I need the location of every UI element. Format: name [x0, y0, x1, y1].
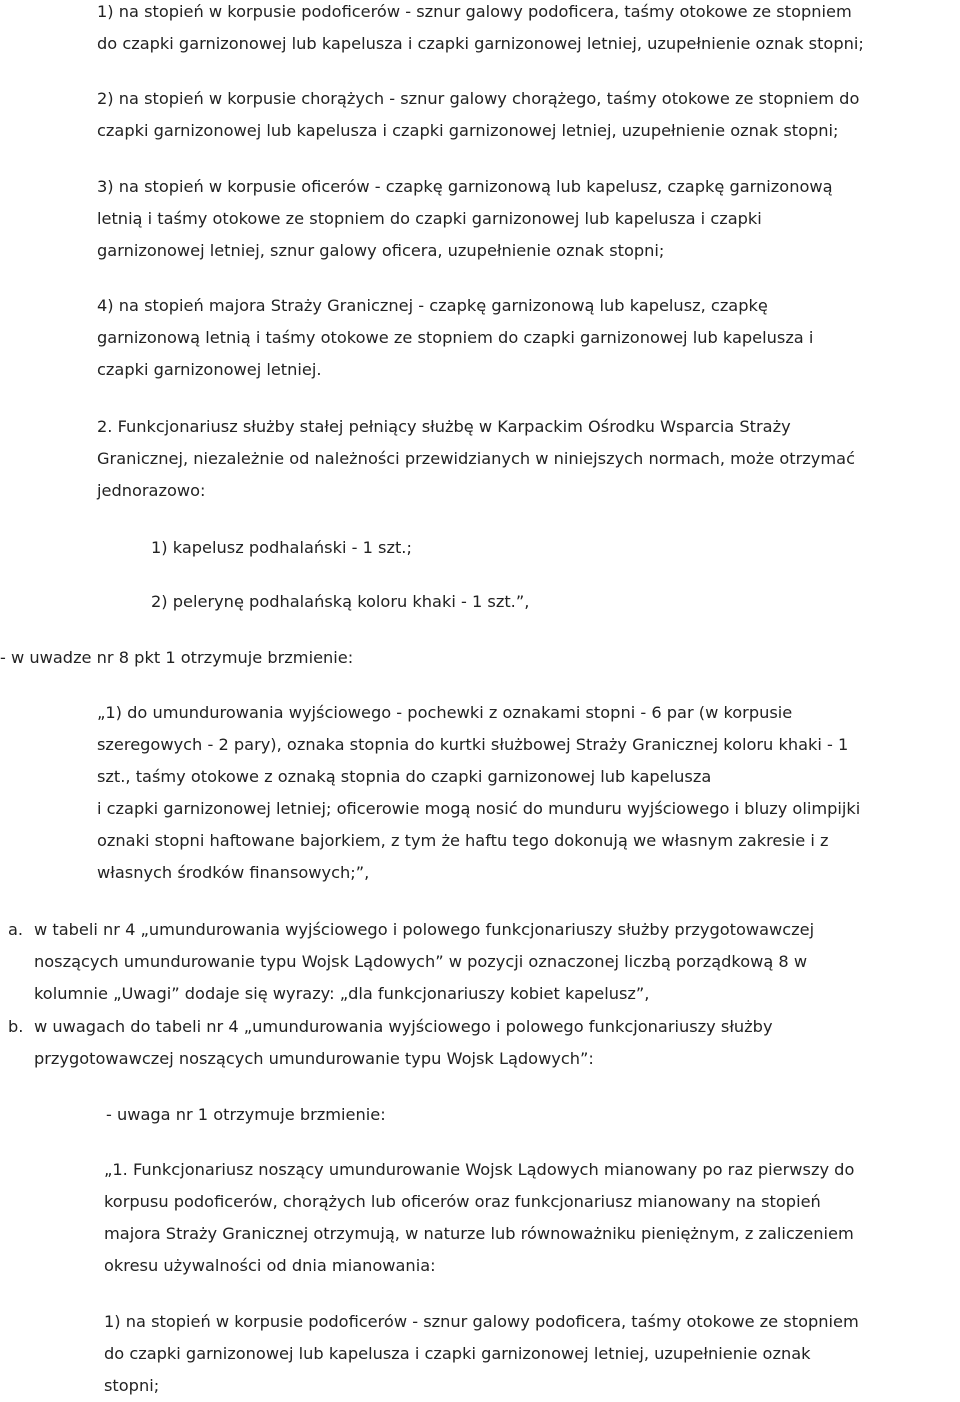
paragraph-p3: [97, 171, 833, 267]
text-line: „1) do umundurowania wyjściowego - pochewki z oznakami stopni - 6 par (w korpusie: [97, 703, 793, 722]
paragraph-p10: [34, 914, 814, 1010]
text-line: - uwaga nr 1 otrzymuje brzmienie:: [106, 1105, 386, 1124]
list-marker: b.: [8, 1017, 24, 1036]
text-line: 1) na stopień w korpusie podoficerów - sznur galowy podoficera, taśmy otokowe ze stopniem: [97, 2, 852, 21]
text-line: i czapki garnizonowej letniej; oficerowie mogą nosić do munduru wyjściowego i bluzy olimpijki: [97, 799, 861, 818]
text-line: do czapki garnizonowej lub kapelusza i czapki garnizonowej letniej, uzupełnienie oznak stopni;: [97, 34, 864, 53]
text-line: majora Straży Granicznej otrzymują, w naturze lub równoważniku pieniężnym, z zaliczeniem: [104, 1224, 854, 1243]
text-line: oznaki stopni haftowane bajorkiem, z tym że haftu tego dokonują we własnym zakresie i z: [97, 831, 829, 850]
paragraph-p4: [97, 290, 813, 386]
text-line: 3) na stopień w korpusie oficerów - czapkę garnizonową lub kapelusz, czapkę garnizonową: [97, 177, 833, 196]
text-line: 2) pelerynę podhalańską koloru khaki - 1 szt.”,: [151, 592, 530, 611]
paragraph-p9: [97, 697, 860, 889]
text-line: czapki garnizonowej letniej.: [97, 360, 322, 379]
text-line: 2) na stopień w korpusie chorążych - sznur galowy chorążego, taśmy otokowe ze stopniem do: [97, 89, 860, 108]
text-line: - w uwadze nr 8 pkt 1 otrzymuje brzmienie:: [0, 648, 354, 667]
text-line: przygotowawczej noszących umundurowanie typu Wojsk Lądowych”:: [34, 1049, 594, 1068]
paragraph-p13: [104, 1154, 854, 1282]
paragraph-p11: [34, 1011, 773, 1075]
text-line: w uwagach do tabeli nr 4 „umundurowania wyjściowego i polowego funkcjonariuszy służby: [34, 1017, 773, 1036]
text-line: 2. Funkcjonariusz służby stałej pełniący służbę w Karpackim Ośrodku Wsparcia Straży: [97, 417, 791, 436]
text-line: szt., taśmy otokowe z oznaką stopnia do czapki garnizonowej lub kapelusza: [97, 767, 712, 786]
text-line: Granicznej, niezależnie od należności przewidzianych w niniejszych normach, może otrzymać: [97, 449, 855, 468]
paragraph-p8: [0, 642, 353, 674]
text-line: 4) na stopień majora Straży Granicznej - czapkę garnizonową lub kapelusz, czapkę: [97, 296, 768, 315]
text-line: garnizonową letnią i taśmy otokowe ze stopniem do czapki garnizonowej lub kapelusza i: [97, 328, 814, 347]
paragraph-p7: [151, 586, 529, 618]
text-line: okresu używalności od dnia mianowania:: [104, 1256, 436, 1275]
paragraph-p5: [97, 411, 855, 507]
paragraph-p2: [97, 83, 859, 147]
text-line: letnią i taśmy otokowe ze stopniem do czapki garnizonowej lub kapelusza i czapki: [97, 209, 762, 228]
text-line: do czapki garnizonowej lub kapelusza i czapki garnizonowej letniej, uzupełnienie oznak: [104, 1344, 811, 1363]
text-line: 1) na stopień w korpusie podoficerów - sznur galowy podoficera, taśmy otokowe ze stopniem: [104, 1312, 859, 1331]
text-line: korpusu podoficerów, chorążych lub oficerów oraz funkcjonariusz mianowany na stopień: [104, 1192, 821, 1211]
text-line: kolumnie „Uwagi” dodaje się wyrazy: „dla funkcjonariuszy kobiet kapelusz”,: [34, 984, 650, 1003]
text-line: w tabeli nr 4 „umundurowania wyjściowego i polowego funkcjonariuszy służby przygotowawczej: [34, 920, 815, 939]
text-line: „1. Funkcjonariusz noszący umundurowanie Wojsk Lądowych mianowany po raz pierwszy do: [104, 1160, 855, 1179]
text-line: szeregowych - 2 pary), oznaka stopnia do kurtki służbowej Straży Granicznej koloru khaki - 1: [97, 735, 849, 754]
text-line: stopni;: [104, 1376, 160, 1395]
text-line: noszących umundurowanie typu Wojsk Lądowych” w pozycji oznaczonej liczbą porządkową 8 w: [34, 952, 808, 971]
text-line: jednorazowo:: [97, 481, 206, 500]
text-line: czapki garnizonowej lub kapelusza i czapki garnizonowej letniej, uzupełnienie oznak stopni;: [97, 121, 839, 140]
paragraph-p12: [106, 1099, 386, 1131]
text-line: 1) kapelusz podhalański - 1 szt.;: [151, 538, 412, 557]
paragraph-p14: [104, 1306, 859, 1402]
text-line: własnych środków finansowych;”,: [97, 863, 370, 882]
text-line: garnizonowej letniej, sznur galowy oficera, uzupełnienie oznak stopni;: [97, 241, 665, 260]
paragraph-p6: [151, 532, 412, 564]
paragraph-p1: [97, 0, 864, 60]
list-marker: a.: [8, 920, 24, 939]
